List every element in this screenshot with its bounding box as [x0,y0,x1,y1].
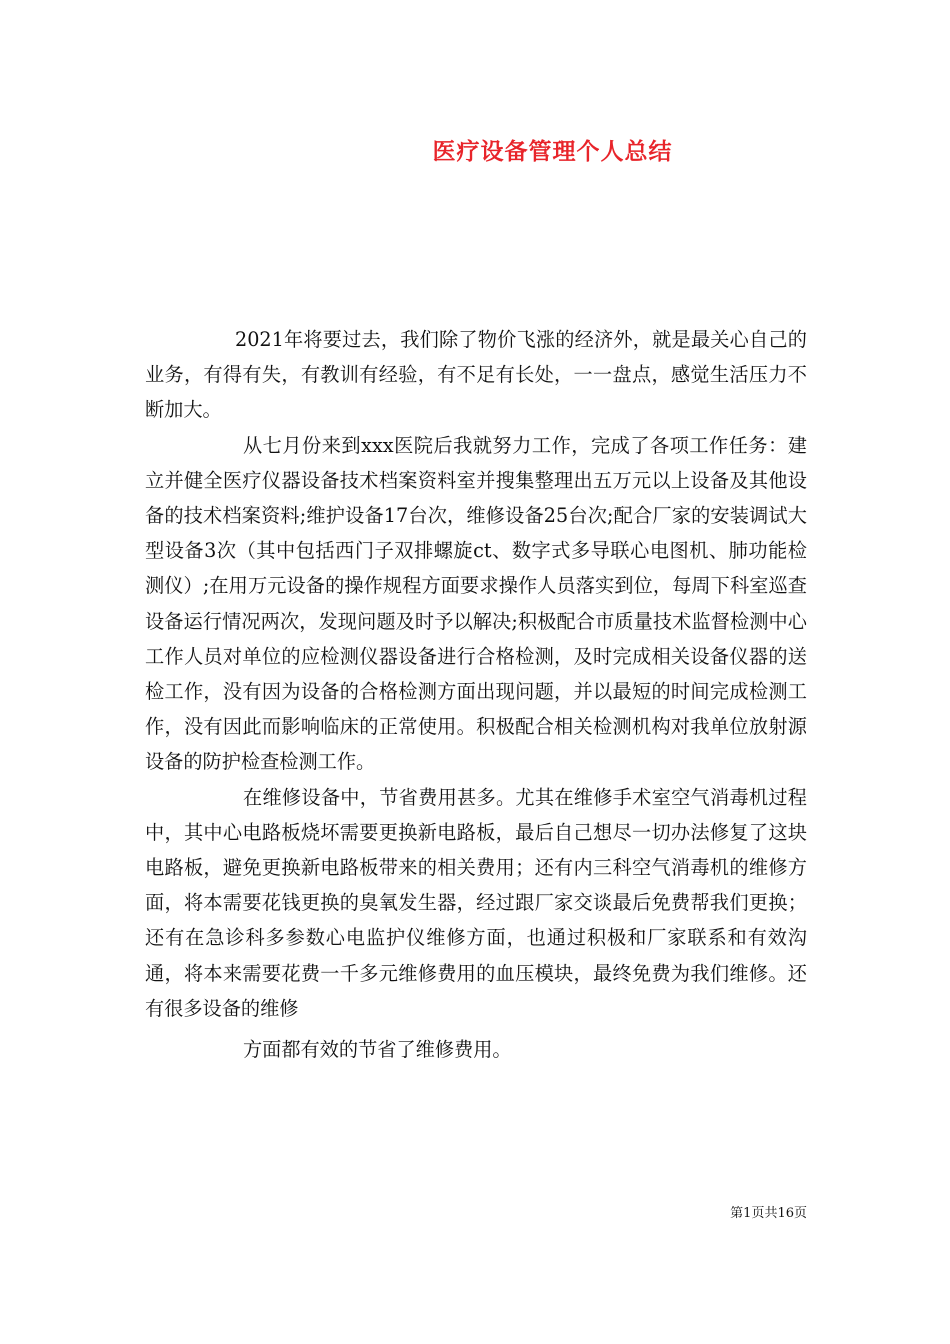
paragraph-4: 方面都有效的节省了维修费用。 [243,1038,512,1062]
document-title: 医疗设备管理个人总结 [432,138,673,165]
paragraph-3: 在维修设备中，节省费用甚多。尤其在维修手术室空气消毒机过程中，其中心电路板烧坏需要更换新电路板，最后自己想尽一切办法修复了这块电路板，避免更换新电路板带来的相关费用；还有内三科空气消毒机的维修方面，将本需要花钱更换的臭氧发生器，经过跟厂家交谈最后免费帮我们更换；还有在急诊科多参数心电监护仪维修方面，也通过积极和厂家联系和有效沟通，将本来需要花费一千多元维修费用的血压模块，最终免费为我们维修。还有很多设备的维修 [145,785,807,1020]
document-body [145,322,807,1067]
paragraph-2: 从七月份来到xxx医院后我就努力工作，完成了各项工作任务：建立并健全医疗仪器设备技术档案资料室并搜集整理出五万元以上设备及其他设备的技术档案资料;维护设备17台次，维修设备25台次;配合厂家的安装调试大型设备3次（其中包括西门子双排螺旋ct、数字式多导联心电图机、肺功能检测仪）;在用万元设备的操作规程方面要求操作人员落实到位，每周下科室巡查设备运行情况两次，发现问题及时予以解决;积极配合市质量技术监督检测中心工作人员对单位的应检测仪器设备进行合格检测，及时完成相关设备仪器的送检工作，没有因为设备的合格检测方面出现问题，并以最短的时间完成检测工作，没有因此而影响临床的正常使用。积极配合相关检测机构对我单位放射源设备的防护检查检测工作。 [145,433,807,774]
page-number: 第1页共16页 [730,1206,807,1221]
paragraph-1: 2021年将要过去，我们除了物价飞涨的经济外，就是最关心自己的业务，有得有失，有教训有经验，有不足有长处，一一盘点，感觉生活压力不断加大。 [145,328,807,422]
